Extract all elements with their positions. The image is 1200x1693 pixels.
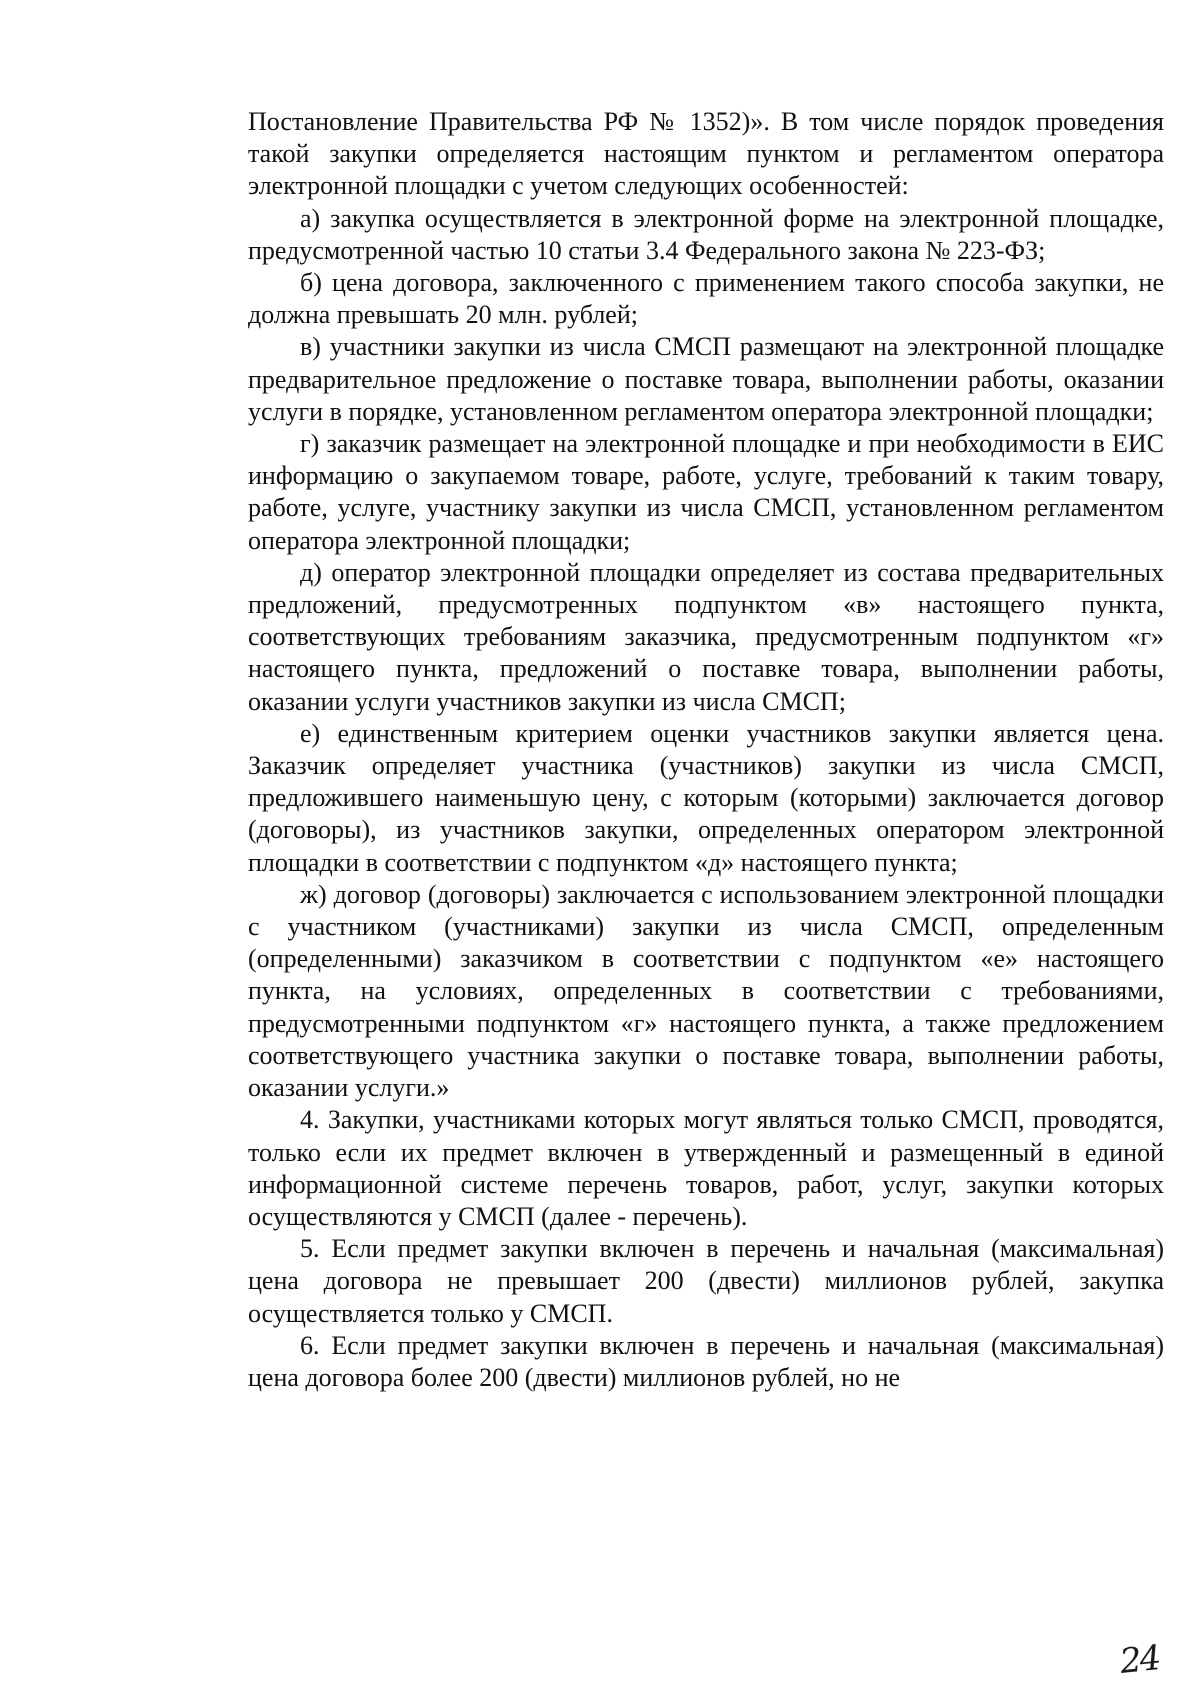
paragraph-subitem-zh: ж) договор (договоры) заключается с использованием электронной площадки с участником (участниками) закупки из числа СМСП, определенным (определенными) заказчиком в соответствии с подпунктом «е» настоящего пункта, на условиях, определенных в соответствии с требованиями, предусмотренными подпунктом «г» настоящего пункта, а также предложением соответствующего участника закупки о поставке товара, выполнении работы, оказании услуги.» (248, 879, 1164, 1103)
paragraph-item-6: 6. Если предмет закупки включен в перечень и начальная (максимальная) цена договора более 200 (двести) миллионов рублей, но не (248, 1330, 1164, 1392)
paragraph-subitem-e: е) единственным критерием оценки участников закупки является цена. Заказчик определяет участника (участников) закупки из числа СМСП, предложившего наименьшую цену, с которым (которыми) заключается договор (договоры), из участников закупки, определенных оператором электронной площадки в соответствии с подпунктом «д» настоящего пункта; (248, 718, 1164, 877)
paragraph-item-5: 5. Если предмет закупки включен в перечень и начальная (максимальная) цена договора не превышает 200 (двести) миллионов рублей, закупка осуществляется только у СМСП. (248, 1234, 1164, 1328)
paragraph-item-4: 4. Закупки, участниками которых могут являться только СМСП, проводятся, только если их предмет включен в утвержденный и размещенный в единой информационной системе перечень товаров, работ, услуг, закупки которых осуществляются у СМСП (далее - перечень). (248, 1105, 1164, 1231)
document-body (248, 106, 1164, 1394)
paragraph-subitem-g: г) заказчик размещает на электронной площадке и при необходимости в ЕИС информацию о закупаемом товаре, работе, услуге, требований к таким товару, работе, услуге, участнику закупки из числа СМСП, установленном регламентом оператора электронной площадки; (248, 429, 1164, 555)
paragraph-subitem-d: д) оператор электронной площадки определяет из состава предварительных предложений, предусмотренных подпунктом «в» настоящего пункта, соответствующих требованиям заказчика, предусмотренным подпунктом «г» настоящего пункта, предложений о поставке товара, выполнении работы, оказании услуги участников закупки из числа СМСП; (248, 557, 1164, 716)
paragraph-continuation: Постановление Правительства РФ № 1352)». В том числе порядок проведения такой закупки определяется настоящим пунктом и регламентом оператора электронной площадки с учетом следующих особенностей: (248, 107, 1164, 201)
paragraph-subitem-v: в) участники закупки из числа СМСП размещают на электронной площадке предварительное предложение о поставке товара, выполнении работы, оказании услуги в порядке, установленном регламентом оператора электронной площадки; (248, 332, 1164, 426)
paragraph-subitem-b: б) цена договора, заключенного с применением такого способа закупки, не должна превышать 20 млн. рублей; (248, 268, 1164, 330)
paragraph-subitem-a: а) закупка осуществляется в электронной форме на электронной площадке, предусмотренной частью 10 статьи 3.4 Федерального закона № 223-ФЗ; (248, 203, 1164, 265)
handwritten-page-number: 24 (1118, 1638, 1162, 1682)
